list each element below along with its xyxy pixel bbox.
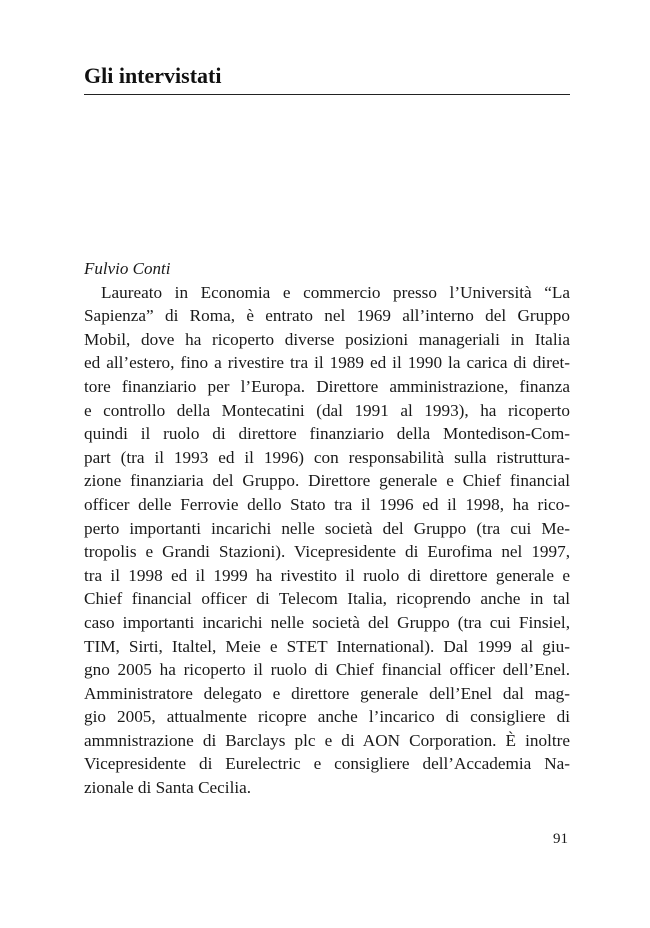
bio-line: perto importanti incarichi nelle società del Gruppo (tra cui Me- bbox=[84, 518, 570, 538]
bio-line: Amministratore delegato e direttore generale dell’Enel dal mag- bbox=[84, 683, 570, 703]
bio-line: zione finanziaria del Gruppo. Direttore generale e Chief financial bbox=[84, 471, 570, 491]
biography-section bbox=[84, 257, 570, 800]
person-name: Fulvio Conti bbox=[84, 259, 171, 278]
bio-line: Laureato in Economia e commercio presso l’Università “La bbox=[101, 282, 570, 302]
bio-line: part (tra il 1993 ed il 1996) con responsabilità sulla ristruttura- bbox=[84, 447, 570, 467]
bio-line: Vicepresidente di Eurelectric e consigliere dell’Accademia Na- bbox=[84, 754, 570, 774]
bio-line: TIM, Sirti, Italtel, Meie e STET International). Dal 1999 al giu- bbox=[84, 636, 570, 656]
page-title: Gli intervistati bbox=[84, 63, 222, 88]
running-header bbox=[84, 62, 570, 95]
bio-line: Sapienza” di Roma, è entrato nel 1969 all’interno del Gruppo bbox=[84, 306, 570, 326]
page-number: 91 bbox=[553, 831, 568, 847]
bio-line: zionale di Santa Cecilia. bbox=[84, 778, 252, 798]
bio-line: e controllo della Montecatini (dal 1991 al 1993), ha ricoperto bbox=[84, 400, 570, 420]
bio-line: ed all’estero, fino a rivestire tra il 1989 ed il 1990 la carica di diret- bbox=[84, 353, 570, 373]
bio-line: ammnistrazione di Barclays plc e di AON Corporation. È inoltre bbox=[84, 730, 570, 750]
bio-line: gio 2005, attualmente ricopre anche l’incarico di consigliere di bbox=[84, 707, 570, 727]
bio-line: quindi il ruolo di direttore finanziario della Montedison-Com- bbox=[84, 424, 570, 444]
bio-line: tra il 1998 ed il 1999 ha rivestito il ruolo di direttore generale e bbox=[84, 565, 570, 585]
bio-line: officer delle Ferrovie dello Stato tra il 1996 ed il 1998, ha rico- bbox=[84, 494, 570, 514]
biography-text bbox=[84, 281, 570, 800]
bio-line: Chief financial officer di Telecom Italia, ricoprendo anche in tal bbox=[84, 589, 570, 609]
bio-line: Mobil, dove ha ricoperto diverse posizioni manageriali in Italia bbox=[84, 329, 570, 349]
bio-line: caso importanti incarichi nelle società del Gruppo (tra cui Finsiel, bbox=[84, 612, 570, 632]
bio-line: gno 2005 ha ricoperto il ruolo di Chief financial officer dell’Enel. bbox=[84, 660, 570, 680]
bio-line: tropolis e Grandi Stazioni). Vicepresidente di Eurofima nel 1997, bbox=[84, 542, 570, 562]
bio-line: tore finanziario per l’Europa. Direttore amministrazione, finanza bbox=[84, 376, 570, 396]
